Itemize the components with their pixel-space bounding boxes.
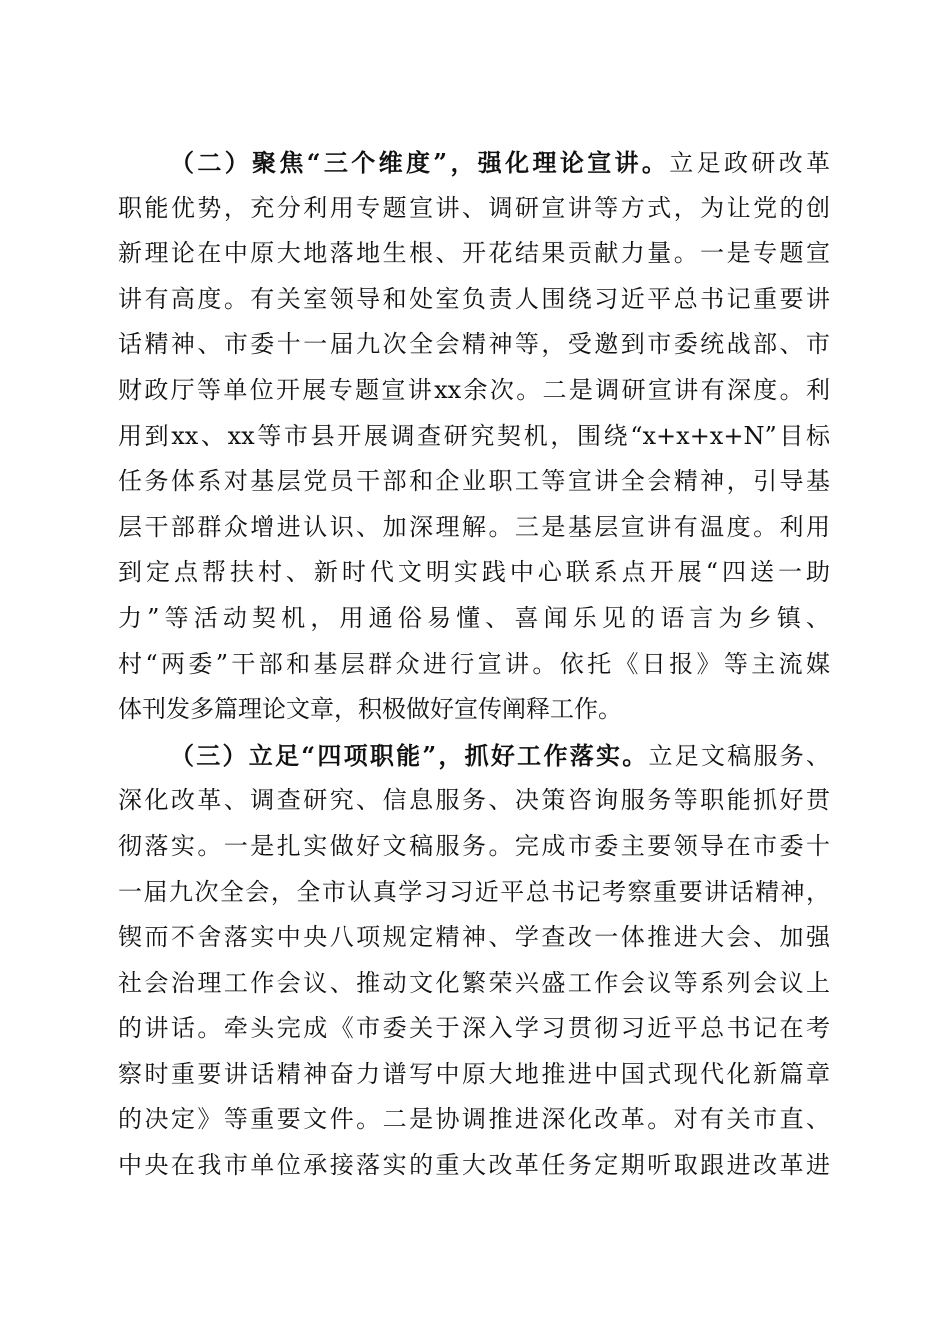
paragraph-2-heading: （二）聚焦“三个维度”，强化理论宣讲。 [170,148,670,177]
paragraph-3-line: 一届九次全会，全市认真学习习近平总书记考察重要讲话精神， [118,877,830,906]
paragraph-2-line: 到定点帮扶村、新时代文明实践中心联系点开展“四送一助 [118,558,830,587]
paragraph-2-line: 村“两委”干部和基层群众进行宣讲。依托《日报》等主流媒 [118,649,830,678]
paragraph-2-line: 层干部群众增进认识、加深理解。三是基层宣讲有温度。利用 [118,512,830,541]
paragraph-3-text: 立足文稿服务、 [648,741,831,770]
paragraph-3-line: 彻落实。一是扎实做好文稿服务。完成市委主要领导在市委十 [118,831,830,860]
paragraph-2-text: 立足政研改革 [669,149,831,177]
paragraph-2-line: 职能优势，充分利用专题宣讲、调研宣讲等方式，为让党的创 [118,193,830,222]
paragraph-2-line: 新理论在中原大地落地生根、开花结果贡献力量。一是专题宣 [118,239,830,268]
paragraph-2-line: 话精神、市委十一届九次全会精神等，受邀到市委统战部、市 [118,330,830,359]
paragraph-2-line: 力”等活动契机，用通俗易懂、喜闻乐见的语言为乡镇、 [118,603,830,632]
paragraph-3-line: 深化改革、调查研究、信息服务、决策咨询服务等职能抓好贯 [118,786,830,815]
paragraph-3-line: 中央在我市单位承接落实的重大改革任务定期听取跟进改革进 [118,1151,830,1180]
paragraph-2-line: 任务体系对基层党员干部和企业职工等宣讲全会精神，引导基 [118,467,830,496]
paragraph-3-line: 锲而不舍落实中央八项规定精神、学查改一体推进大会、加强 [118,923,830,952]
paragraph-2-line-1 [118,140,830,186]
paragraph-2-line: 体刊发多篇理论文章，积极做好宣传阐释工作。 [118,695,622,724]
paragraph-3-line-1 [118,733,830,779]
paragraph-3-line: 社会治理工作会议、推动文化繁荣兴盛工作会议等系列会议上 [118,968,830,997]
paragraph-2-line: 用到xx、xx等市县开展调查研究契机，围绕“x+x+x+N”目标 [118,421,830,450]
body-text [118,140,830,1189]
paragraph-3-line: 的决定》等重要文件。二是协调推进深化改革。对有关市直、 [118,1105,830,1134]
paragraph-3-line: 察时重要讲话精神奋力谱写中原大地推进中国式现代化新篇章 [118,1059,830,1088]
paragraph-2-line: 财政厅等单位开展专题宣讲xx余次。二是调研宣讲有深度。利 [118,375,830,404]
paragraph-2-line: 讲有高度。有关室领导和处室负责人围绕习近平总书记重要讲 [118,284,830,313]
paragraph-3-heading: （三）立足“四项职能”，抓好工作落实。 [170,740,649,770]
paragraph-3-line: 的讲话。牵头完成《市委关于深入学习贯彻习近平总书记在考 [118,1014,830,1043]
